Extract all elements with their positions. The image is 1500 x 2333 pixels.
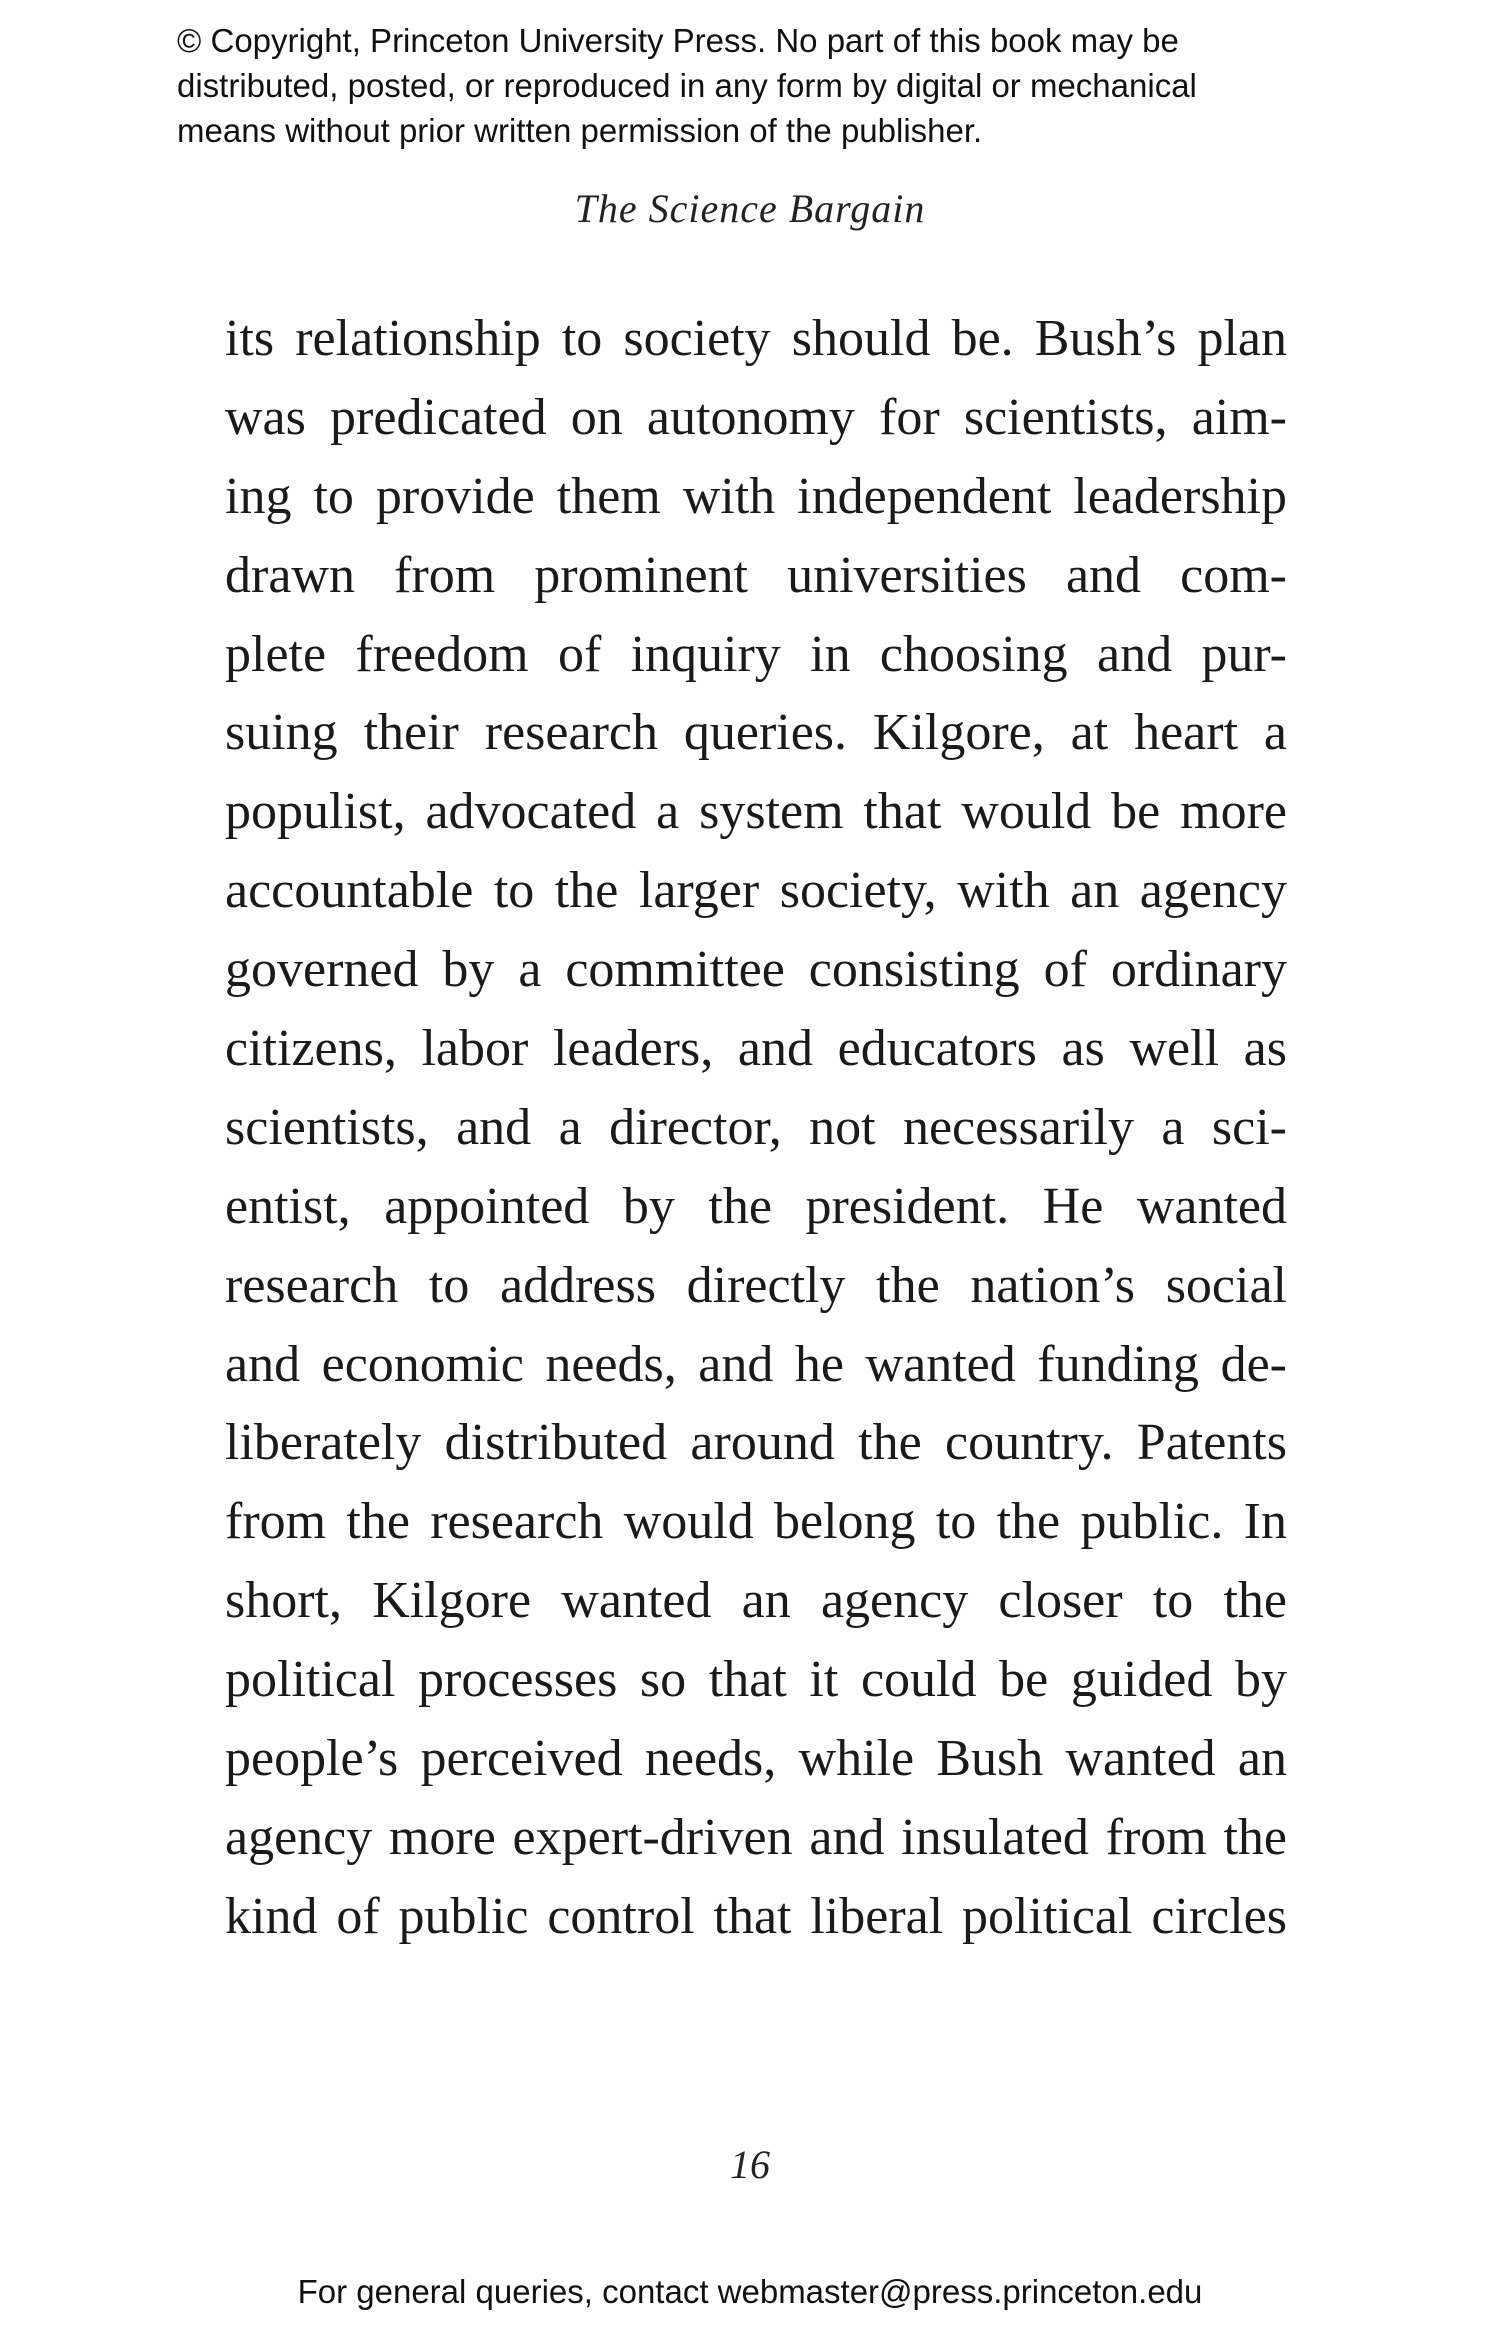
text-line: from the research would belong to the public. In (225, 1493, 1287, 1551)
text-line: kind of public control that liberal political circles (225, 1887, 1287, 1945)
page-number: 16 (730, 2142, 770, 2187)
text-line: short, Kilgore wanted an agency closer to the (225, 1572, 1287, 1630)
footer-contact: For general queries, contact webmaster@press.princeton.edu (297, 2273, 1203, 2310)
text-line: accountable to the larger society, with an agency (225, 862, 1287, 920)
text-line: was predicated on autonomy for scientists, aim- (225, 388, 1287, 446)
text-line: liberately distributed around the country. Patents (225, 1414, 1287, 1472)
text-line: and economic needs, and he wanted funding de- (225, 1335, 1287, 1393)
text-line: entist, appointed by the president. He wanted (225, 1177, 1287, 1235)
text-line: its relationship to society should be. Bush’s plan (225, 310, 1287, 367)
copyright-line: © Copyright, Princeton University Press. No part of this book may be (177, 22, 1179, 59)
text-line: agency more expert-driven and insulated from the (225, 1808, 1287, 1866)
text-line: people’s perceived needs, while Bush wanted an (225, 1730, 1287, 1788)
text-line: political processes so that it could be guided by (225, 1651, 1287, 1709)
text-line: drawn from prominent universities and com- (225, 546, 1287, 604)
body-text (225, 300, 1287, 1957)
text-line: citizens, labor leaders, and educators as well as (225, 1020, 1287, 1078)
text-line: plete freedom of inquiry in choosing and pur- (225, 625, 1287, 683)
text-line: research to address directly the nation’s social (225, 1256, 1287, 1314)
copyright-line: distributed, posted, or reproduced in any form by digital or mechanical (177, 67, 1197, 104)
text-line: ing to provide them with independent leadership (225, 467, 1287, 525)
copyright-notice (177, 18, 1337, 153)
text-line: suing their research queries. Kilgore, at heart a (225, 704, 1287, 762)
text-line: scientists, and a director, not necessarily a sci- (225, 1098, 1287, 1156)
running-head: The Science Bargain (574, 186, 926, 231)
text-line: populist, advocated a system that would be more (225, 783, 1287, 841)
text-line: governed by a committee consisting of ordinary (225, 941, 1287, 999)
copyright-line: means without prior written permission of the publisher. (177, 112, 983, 149)
